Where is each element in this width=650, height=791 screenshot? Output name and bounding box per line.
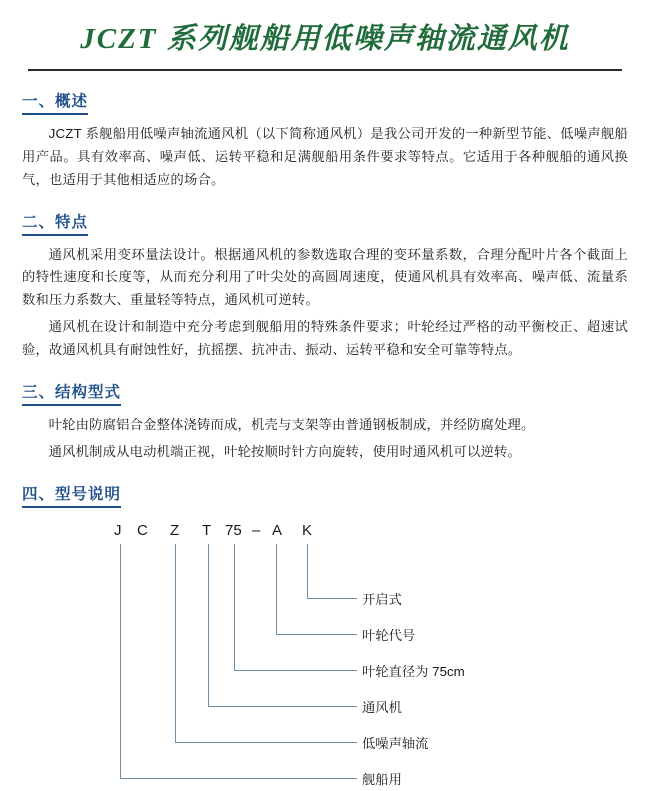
section-structure <box>22 362 628 464</box>
section-heading-model: 四、型号说明 <box>22 482 121 508</box>
legend-label-2: 叶轮代号 <box>362 627 416 643</box>
legend-label-5: 低噪声轴流 <box>362 735 429 751</box>
leader-line-5-vertical <box>175 544 176 742</box>
section-model-designation <box>22 464 628 787</box>
leader-line-1-horizontal <box>307 598 357 599</box>
section-overview <box>22 71 628 192</box>
section-heading-structure: 三、结构型式 <box>22 380 121 406</box>
structure-paragraph-2: 通风机制成从电动机端正视，叶轮按顺时针方向旋转，使用时通风机可以逆转。 <box>48 443 521 459</box>
model-char-5: 75 <box>225 521 242 539</box>
leader-line-4-horizontal <box>208 706 357 707</box>
leader-line-3-horizontal <box>234 670 357 671</box>
features-paragraph-2: 通风机在设计和制造中充分考虑到舰船用的特殊条件要求；叶轮经过严格的动平衡校正、超速试验，故通风机具有耐蚀性好，抗摇摆、抗冲击、振动、运转平稳和安全可靠等特点。 <box>22 319 628 358</box>
legend-label-3: 叶轮直径为 75cm <box>362 663 465 679</box>
legend-label-1: 开启式 <box>362 591 402 607</box>
leader-line-4-vertical <box>208 544 209 706</box>
leader-line-1-vertical <box>307 544 308 598</box>
overview-paragraph-1: JCZT 系舰船用低噪声轴流通风机（以下简称通风机）是我公司开发的一种新型节能、低噪声舰船用产品。具有效率高、噪声低、运转平稳和足满舰船用条件要求等特点。它适用于各种舰船的通风换气，也适用于其他相适应的场合。 <box>22 126 628 187</box>
section-features <box>22 192 628 362</box>
legend-label-4: 通风机 <box>362 699 402 715</box>
model-char-8: K <box>302 521 313 539</box>
leader-line-6-horizontal <box>120 778 357 779</box>
features-paragraph-1: 通风机采用变环量法设计。根据通风机的参数选取合理的变环量系数，合理分配叶片各个截面上的特性速度和长度等，从而充分利用了叶尖处的高圆周速度，使通风机具有效率高、噪声低、流量系数和压力系数大、重量轻等特点，通风机可逆转。 <box>22 246 628 308</box>
model-char-3: Z <box>170 521 180 539</box>
section-heading-features: 二、特点 <box>22 210 88 236</box>
leader-line-6-vertical <box>120 544 121 778</box>
model-char-2: C <box>137 521 148 539</box>
structure-paragraph-1: 叶轮由防腐铝合金整体浇铸而成，机壳与支架等由普通钢板制成，并经防腐处理。 <box>48 416 535 432</box>
model-char-4: T <box>202 521 212 539</box>
model-code-diagram <box>22 518 628 787</box>
leader-line-3-vertical <box>234 544 235 670</box>
leader-line-2-horizontal <box>276 634 357 635</box>
model-char-1: J <box>114 521 122 539</box>
leader-line-5-horizontal <box>175 742 357 743</box>
model-char-7: A <box>272 521 283 539</box>
section-heading-overview: 一、概述 <box>22 89 88 115</box>
model-char-6: – <box>252 521 261 539</box>
legend-label-6: 舰船用 <box>362 771 402 787</box>
page-title: JCZT 系列舰船用低噪声轴流通风机 <box>80 23 570 55</box>
leader-line-2-vertical <box>276 544 277 634</box>
